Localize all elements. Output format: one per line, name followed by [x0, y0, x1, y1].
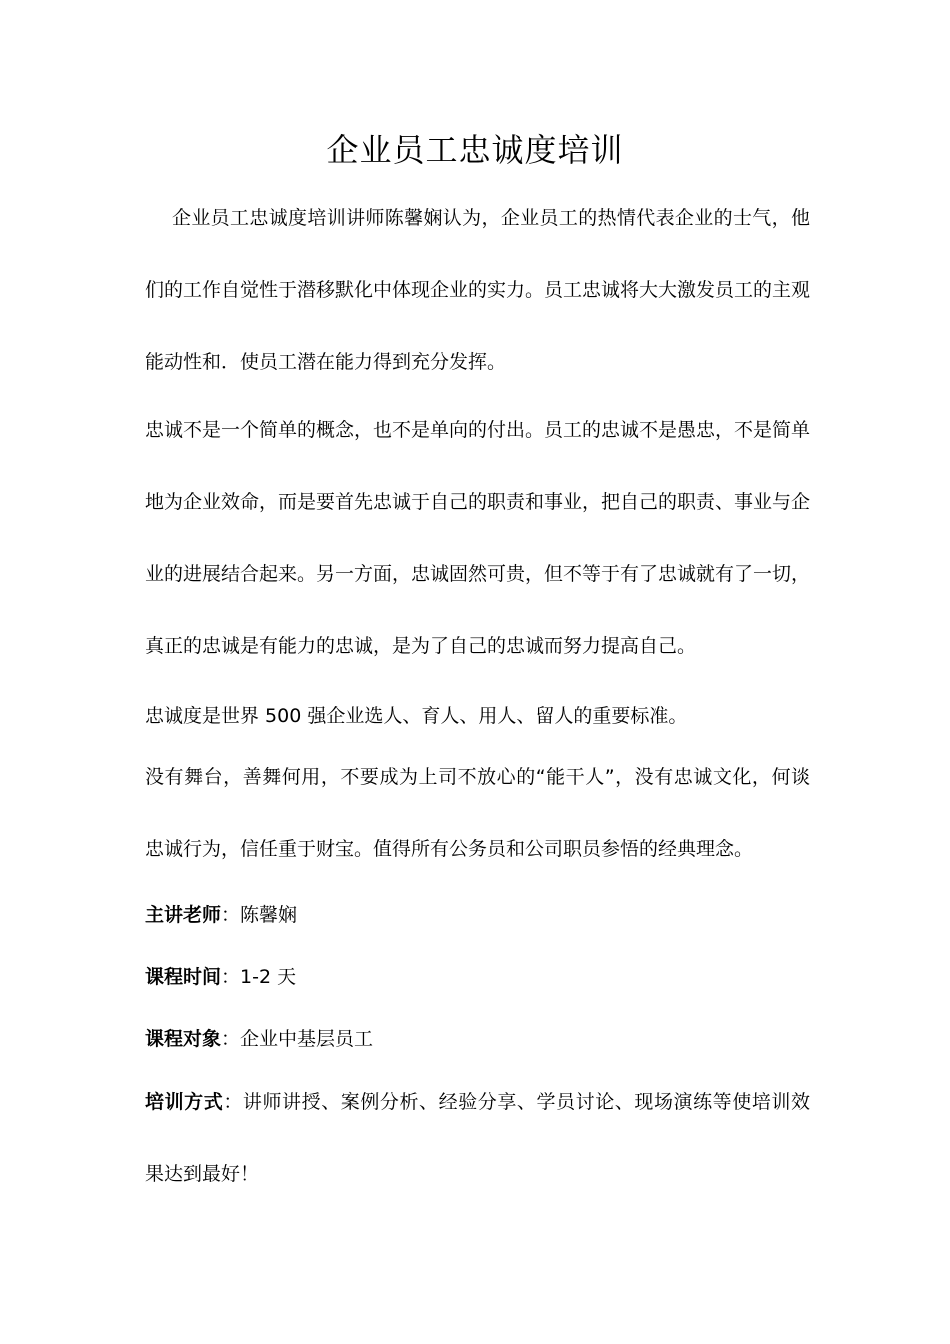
paragraph-fortune500: 忠诚度是世界 500 强企业选人、育人、用人、留人的重要标准。 [145, 705, 688, 727]
info-audience-value: 企业中基层员工 [240, 1028, 374, 1050]
info-teacher-value: 陈馨娴 [240, 904, 298, 926]
paragraph-intro: 企业员工忠诚度培训讲师陈馨娴认为，企业员工的热情代表企业的士气，他们的工作自觉性于潜移默化中体现企业的实力。员工忠诚将大大激发员工的主观能动性和．使员工潜在能力得到充分发挥。 [145, 207, 811, 373]
paragraph-stage: 没有舞台，善舞何用，不要成为上司不放心的“能干人”，没有忠诚文化，何谈忠诚行为，信任重于财宝。值得所有公务员和公司职员参悟的经典理念。 [145, 766, 810, 860]
label-separator: ： [221, 966, 241, 988]
info-method [145, 1066, 810, 1210]
info-method-label: 培训方式 [145, 1091, 224, 1113]
info-audience-label: 课程对象 [145, 1028, 222, 1050]
info-time [145, 962, 810, 992]
info-teacher-label: 主讲老师 [145, 904, 222, 926]
info-audience [145, 1024, 810, 1054]
info-teacher [145, 900, 810, 930]
info-time-value: 1-2 天 [240, 966, 297, 988]
label-separator: ： [223, 1091, 243, 1113]
label-separator: ： [221, 904, 241, 926]
label-separator: ： [221, 1028, 241, 1050]
paragraph-loyalty-concept: 忠诚不是一个简单的概念，也不是单向的付出。员工的忠诚不是愚忠，不是简单地为企业效命，而是要首先忠诚于自己的职责和事业，把自己的职责、事业与企业的进展结合起来。另一方面，忠诚固然可贵，但不等于有了忠诚就有了一切，真正的忠诚是有能力的忠诚，是为了自己的忠诚而努力提高自己。 [145, 419, 811, 657]
info-method-value: 讲师讲授、案例分析、经验分享、学员讨论、现场演练等使培训效果达到最好！ [145, 1091, 810, 1185]
info-time-label: 课程时间 [145, 966, 222, 988]
document-title: 企业员工忠诚度培训 [326, 131, 624, 169]
